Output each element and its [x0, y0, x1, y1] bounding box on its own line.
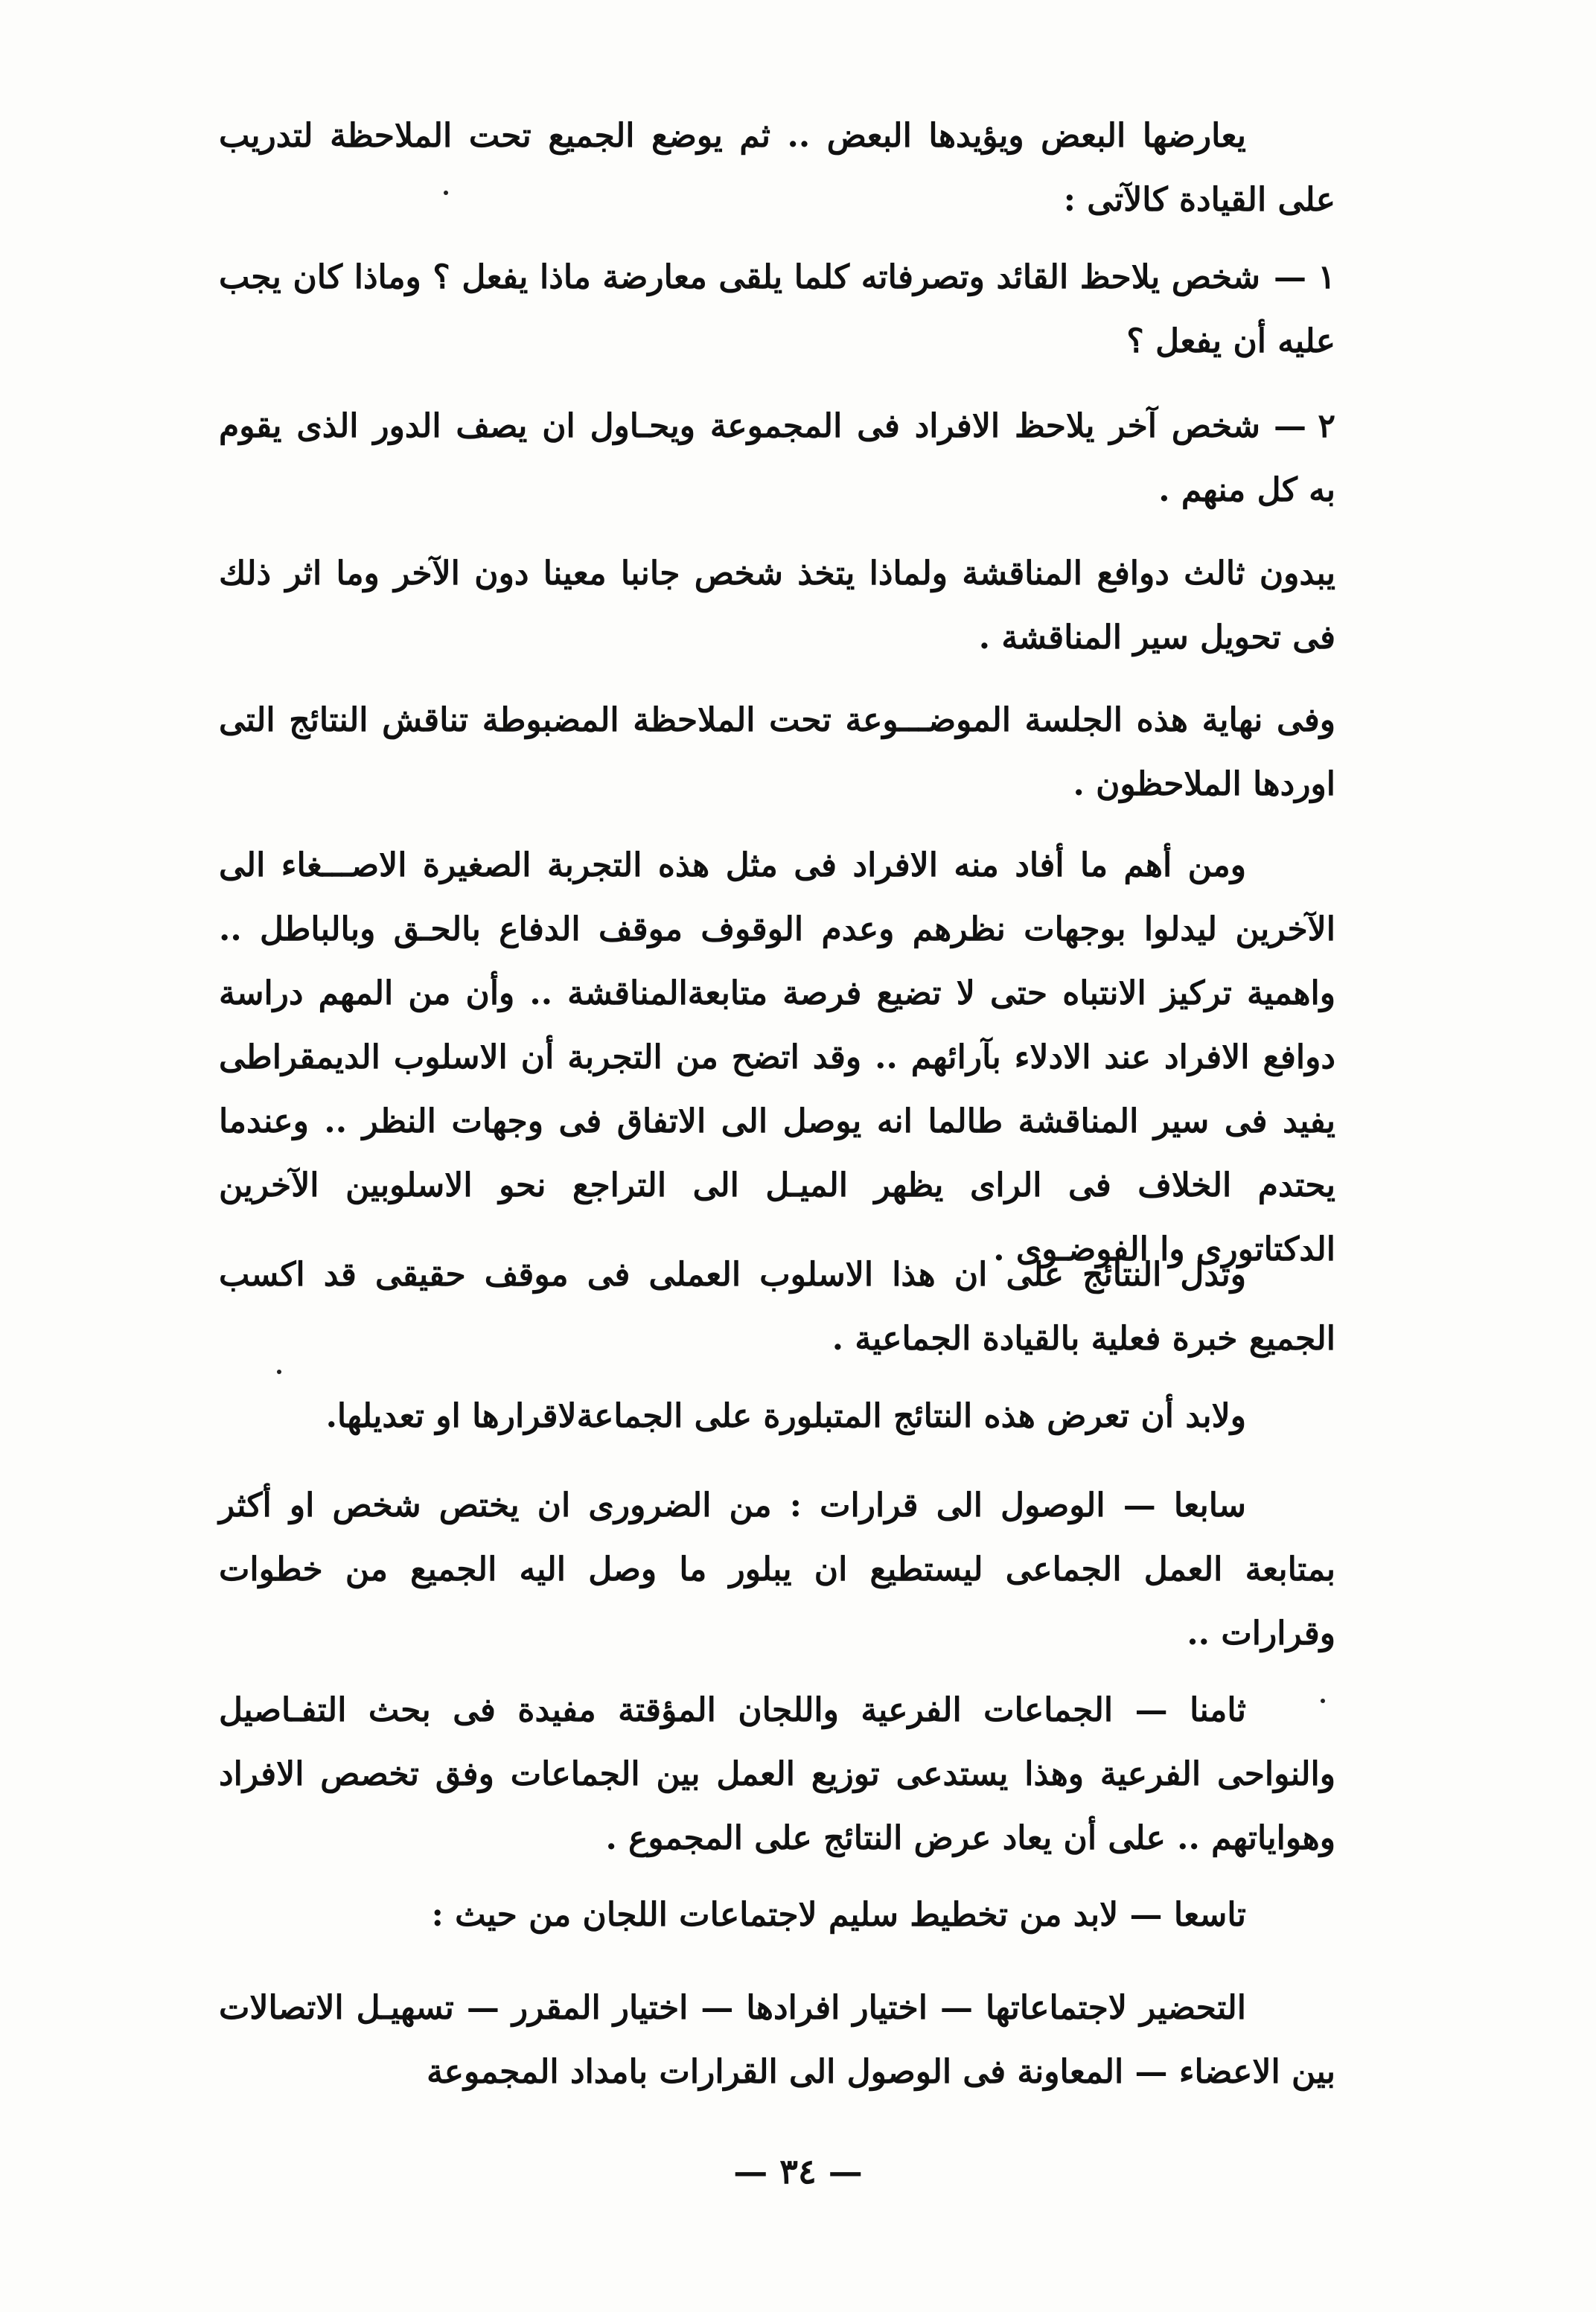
list-item-1-text: شخص يلاحظ القائد وتصرفاته كلما يلقى معارضة ماذا يفعل ؟ وماذا كان يجب عليه أن يفعل ؟	[219, 258, 1335, 360]
paragraph-results: وتدل النتائج على ان هذا الاسلوب العملى فى موقف حقيقى قد اكسب الجميع خبرة فعلية بالقيادة الجماعية .	[219, 1256, 1335, 1358]
list-marker-2: ٢ —	[1274, 407, 1335, 445]
list-item-2	[219, 395, 1335, 523]
paragraph-third-observer: يبدون ثالث دوافع المناقشة ولماذا يتخذ شخص جانبا معينا دون الآخر وما اثر ذلك فى تحويل سير المناقشة .	[219, 555, 1335, 657]
list-marker-1: ١ —	[1274, 258, 1335, 296]
paragraph-seventh-decisions: سابعا — الوصول الى قرارات : من الضرورى ان يختص شخص او أكثر بمتابعة العمل الجماعى ليستطيع ان يبلور ما وصل اليه الجميع من خطوات وقرارات ..	[219, 1486, 1335, 1652]
scan-speck	[444, 191, 448, 195]
scan-speck	[1321, 1699, 1325, 1703]
paragraph-intro: يعارضها البعض ويؤيدها البعض .. ثم يوضع الجميع تحت الملاحظة لتدريب على القيادة كالآتى :	[219, 117, 1335, 219]
list-item-1	[219, 246, 1335, 374]
list-item-2-text: شخص آخر يلاحظ الافراد فى المجموعة ويحـاول ان يصف الدور الذى يقوم به كل منهم .	[219, 407, 1335, 509]
paragraph-present-results: ولابد أن تعرض هذه النتائج المتبلورة على الجماعةلاقرارها او تعديلها.	[325, 1397, 1246, 1435]
paragraph-session-end: وفى نهاية هذه الجلسة الموضـــوعة تحت الملاحظة المضبوطة تناقش النتائج التى اوردها الملاحظون .	[219, 701, 1335, 803]
page-number: — ٣٤ —	[733, 2151, 863, 2191]
paragraph-ninth-planning: تاسعا — لابد من تخطيط سليم لاجتماعات اللجان من حيث :	[431, 1896, 1246, 1934]
scan-speck	[277, 1370, 281, 1374]
paragraph-benefits: ومن أهم ما أفاد منه الافراد فى مثل هذه التجربة الصغيرة الاصـــغاء الى الآخرين ليدلوا بوجهات نظرهم وعدم الوقوف موقف الدفاع بالحـق وبالباطل .. واهمية تركيز الانتباه حتى لا تضيع فرصة متابعةالمناقشة .. وأن من المهم دراسة دوافع الافراد عند الادلاء بآرائهم .. وقد اتضح من التجربة أن الاسلوب الديمقراطى يفيد فى سير المناقشة طالما انه يوصل الى الاتفاق فى وجهات النظر .. وعندما يحتدم الخلاف فى الراى يظهر الميـل الى التراجع نحو الاسلوبين الآخرين الدكتاتورى وا الفوضـوى .	[219, 846, 1335, 1268]
paragraph-preparation-list: التحضير لاجتماعاتها — اختيار افرادها — اختيار المقرر — تسهيـل الاتصالات بين الاعضاء — المعاونة فى الوصول الى القرارات بامداد المجموعة	[219, 1989, 1335, 2091]
paragraph-eighth-subgroups: ثامنا — الجماعات الفرعية واللجان المؤقتة مفيدة فى بحث التفـاصيل والنواحى الفرعية وهذا يستدعى توزيع العمل بين الجماعات وفق تخصص الافراد وهواياتهم .. على أن يعاد عرض النتائج على المجموع .	[219, 1691, 1336, 1857]
